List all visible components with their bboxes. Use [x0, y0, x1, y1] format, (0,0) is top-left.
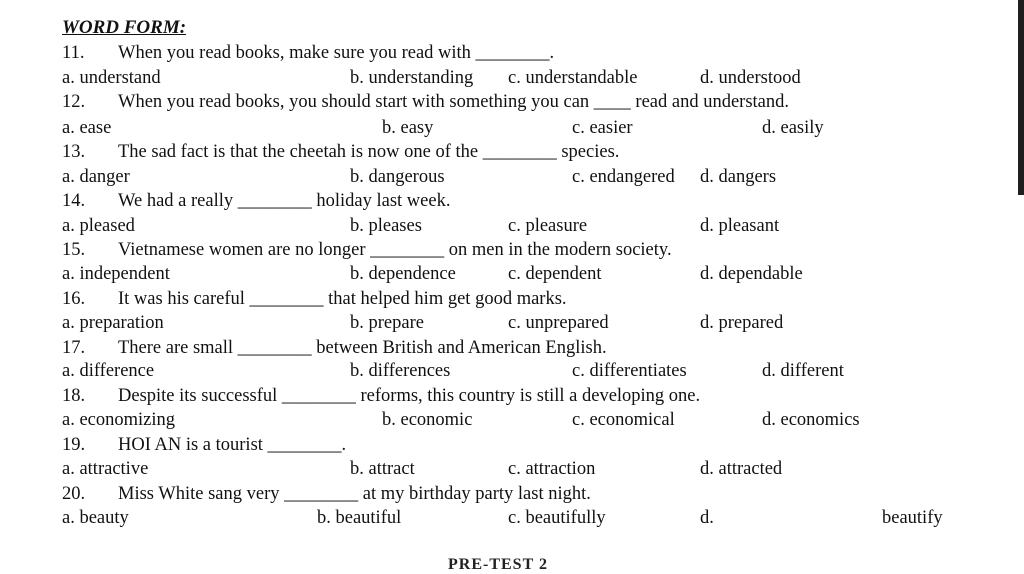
question-11-option-d: d. understood [700, 68, 801, 88]
worksheet-heading: WORD FORM: [62, 17, 187, 38]
question-19-option-d: d. attracted [700, 459, 783, 479]
scrollbar-thumb[interactable] [1018, 0, 1024, 195]
question-20-option-d-word: beautify [882, 508, 943, 528]
question-13-text: The sad fact is that the cheetah is now one of the ________ species. [118, 142, 620, 162]
question-12-option-b: b. easy [382, 118, 434, 138]
question-12-text: When you read books, you should start with something you can ____ read and understand. [118, 92, 790, 112]
question-19-option-c: c. attraction [508, 459, 596, 479]
question-18-text: Despite its successful ________ reforms, this country is still a developing one. [118, 386, 701, 406]
footer-cutoff [0, 552, 1024, 573]
question-15-option-c: c. dependent [508, 264, 602, 284]
question-15-number: 15. [62, 240, 86, 260]
question-17-text: There are small ________ between British and American English. [118, 338, 607, 358]
question-12-option-d: d. easily [762, 118, 824, 138]
question-16-number: 16. [62, 289, 86, 309]
question-14-text: We had a really ________ holiday last week. [118, 191, 451, 211]
question-11-number: 11. [62, 43, 85, 63]
question-14-option-d: d. pleasant [700, 216, 780, 236]
question-19-option-a: a. attractive [62, 459, 149, 479]
question-17-option-a: a. difference [62, 361, 155, 381]
question-14-option-b: b. pleases [350, 216, 422, 236]
question-15-option-d: d. dependable [700, 264, 803, 284]
question-19-option-b: b. attract [350, 459, 415, 479]
question-17-number: 17. [62, 338, 86, 358]
question-20-option-c: c. beautifully [508, 508, 606, 528]
question-14-option-a: a. pleased [62, 216, 135, 236]
question-16-option-d: d. prepared [700, 313, 784, 333]
question-20-option-a: a. beauty [62, 508, 129, 528]
question-18-option-d: d. economics [762, 410, 860, 430]
question-14-option-c: c. pleasure [508, 216, 588, 236]
question-12-option-a: a. ease [62, 118, 112, 138]
footer-partial-heading: PRE-TEST 2 [448, 556, 548, 573]
question-13-number: 13. [62, 142, 86, 162]
question-16-option-c: c. unprepared [508, 313, 609, 333]
question-15-option-b: b. dependence [350, 264, 456, 284]
question-20-number: 20. [62, 484, 86, 504]
question-17-option-d: d. different [762, 361, 844, 381]
question-14-number: 14. [62, 191, 86, 211]
question-16-option-a: a. preparation [62, 313, 164, 333]
question-13-option-a: a. danger [62, 167, 130, 187]
question-11-option-a: a. understand [62, 68, 161, 88]
question-18-option-c: c. economical [572, 410, 675, 430]
question-17-option-c: c. differentiates [572, 361, 687, 381]
question-20-option-b: b. beautiful [317, 508, 402, 528]
question-15-option-a: a. independent [62, 264, 170, 284]
question-12-number: 12. [62, 92, 86, 112]
question-18-option-b: b. economic [382, 410, 473, 430]
question-17-option-b: b. differences [350, 361, 451, 381]
question-16-text: It was his careful ________ that helped him get good marks. [118, 289, 567, 309]
question-20-option-d: d. [700, 508, 714, 528]
question-13-option-d: d. dangers [700, 167, 777, 187]
question-13-option-b: b. dangerous [350, 167, 445, 187]
question-19-number: 19. [62, 435, 86, 455]
question-13-option-c: c. endangered [572, 167, 675, 187]
question-20-text: Miss White sang very ________ at my birthday party last night. [118, 484, 591, 504]
question-12-option-c: c. easier [572, 118, 633, 138]
question-18-number: 18. [62, 386, 86, 406]
question-16-option-b: b. prepare [350, 313, 424, 333]
question-11-option-b: b. understanding [350, 68, 474, 88]
question-11-text: When you read books, make sure you read with ________. [118, 43, 555, 63]
question-15-text: Vietnamese women are no longer ________ on men in the modern society. [118, 240, 672, 260]
question-18-option-a: a. economizing [62, 410, 176, 430]
question-19-text: HOI AN is a tourist ________. [118, 435, 347, 455]
question-11-option-c: c. understandable [508, 68, 638, 88]
